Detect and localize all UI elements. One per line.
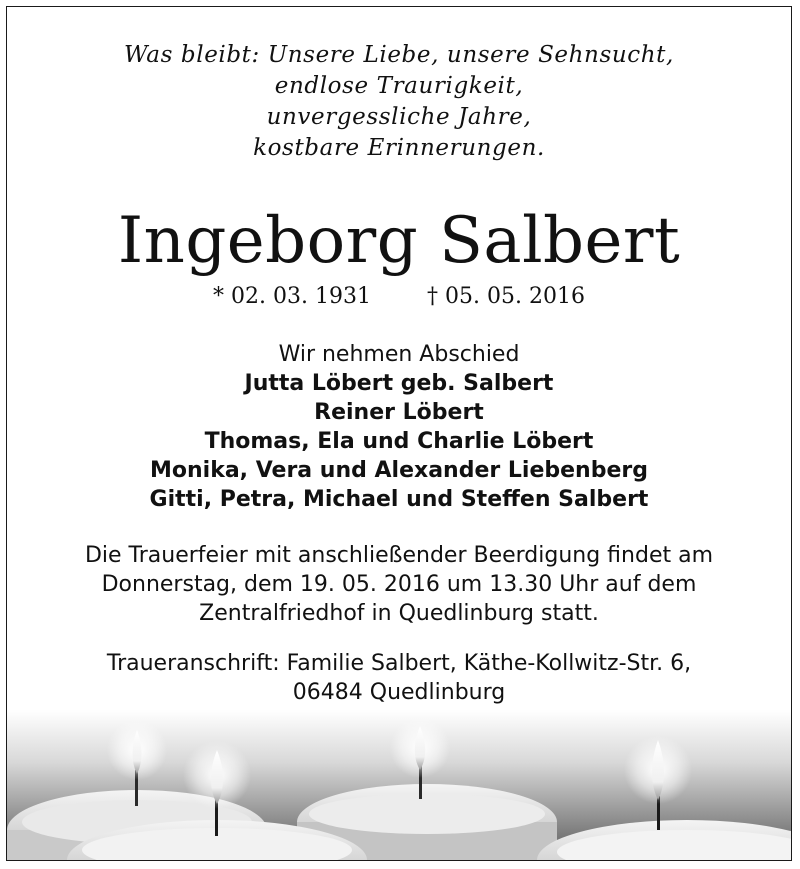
memorial-poem	[7, 40, 791, 164]
mourner-name: Gitti, Petra, Michael und Steffen Salbert	[149, 487, 649, 512]
death-date: † 05. 05. 2016	[427, 284, 585, 309]
birth-date: * 02. 03. 1931	[213, 284, 371, 309]
candles-image	[7, 710, 791, 860]
life-dates	[7, 283, 791, 311]
poem-line: unvergessliche Jahre,	[266, 104, 532, 130]
funeral-service-info	[7, 541, 791, 628]
mourner-name: Reiner Löbert	[314, 400, 484, 425]
poem-line: Was bleibt: Unsere Liebe, unsere Sehnsucht,	[124, 42, 674, 68]
mourner-name: Thomas, Ela und Charlie Löbert	[204, 429, 594, 454]
service-line: Die Trauerfeier mit anschließender Beerdigung findet am	[84, 543, 714, 568]
poem-line: endlose Traurigkeit,	[274, 73, 524, 99]
address-line: 06484 Quedlinburg	[292, 680, 506, 705]
service-line: Donnerstag, dem 19. 05. 2016 um 13.30 Uhr auf dem	[101, 572, 697, 597]
farewell-intro: Wir nehmen Abschied	[278, 342, 520, 367]
address-line: Traueranschrift: Familie Salbert, Käthe-Kollwitz-Str. 6,	[106, 651, 692, 676]
mourning-address	[7, 649, 791, 707]
mourners-list	[7, 340, 791, 514]
poem-line: kostbare Erinnerungen.	[253, 135, 545, 161]
deceased-name: Ingeborg Salbert	[117, 204, 681, 278]
mourner-name: Jutta Löbert geb. Salbert	[244, 371, 554, 396]
mourner-name: Monika, Vera und Alexander Liebenberg	[150, 458, 648, 483]
service-line: Zentralfriedhof in Quedlinburg statt.	[199, 601, 599, 626]
obituary-notice	[6, 6, 792, 861]
